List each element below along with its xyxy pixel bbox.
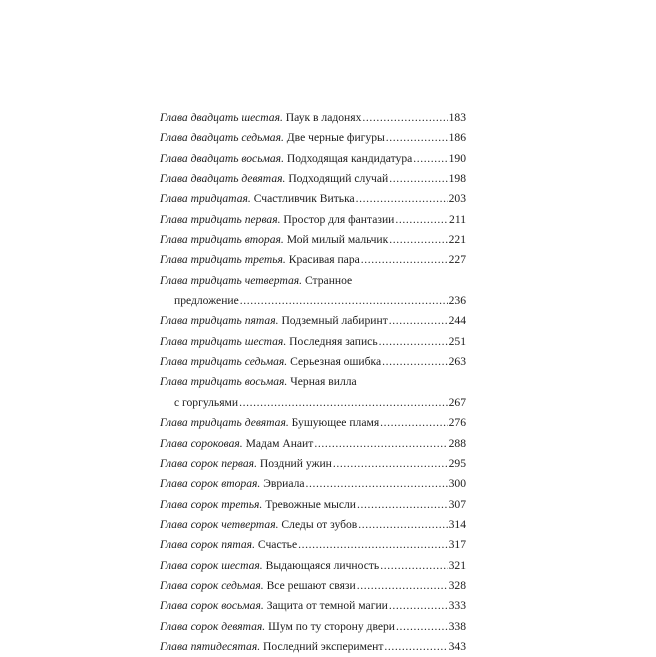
page-number: 236 <box>448 294 466 308</box>
chapter-title: Выдающаяся личность <box>265 558 380 572</box>
page-number: 227 <box>448 253 466 267</box>
chapter-title: Странное <box>304 273 353 287</box>
chapter-heading: Глава тридцать восьмая. <box>160 375 288 389</box>
page-number: 251 <box>448 334 466 348</box>
chapter-heading: Глава пятидесятая. <box>160 639 261 653</box>
chapter-heading: Глава двадцать восьмая. <box>160 151 284 165</box>
page-number: 333 <box>448 599 466 613</box>
dot-leader <box>306 474 448 494</box>
dot-leader <box>357 495 448 515</box>
toc-entry-continuation <box>160 393 466 413</box>
toc-entry <box>160 596 466 616</box>
chapter-heading: Глава тридцать первая. <box>160 212 281 226</box>
page-number: 190 <box>448 151 466 165</box>
page-number: 244 <box>448 314 466 328</box>
toc-entry <box>160 311 466 331</box>
toc-entry <box>160 230 466 250</box>
toc-entry <box>160 576 466 596</box>
page-number: 186 <box>448 131 466 145</box>
page-number: 343 <box>448 639 466 653</box>
dot-leader <box>358 515 447 535</box>
toc-entry <box>160 637 466 657</box>
dot-leader <box>389 169 447 189</box>
chapter-heading: Глава тридцать седьмая. <box>160 355 288 369</box>
chapter-title: Следы от зубов <box>281 517 358 531</box>
page-number: 314 <box>448 517 466 531</box>
chapter-title: Счастливчик Витька <box>253 192 355 206</box>
chapter-title: Бушующее пламя <box>291 416 380 430</box>
chapter-title: Эвриала <box>263 477 305 491</box>
dot-leader <box>379 332 448 352</box>
chapter-heading: Глава сороковая. <box>160 436 243 450</box>
page-number: 300 <box>448 477 466 491</box>
toc-entry <box>160 169 466 189</box>
toc-entry <box>160 149 466 169</box>
chapter-title: Последний эксперимент <box>263 639 384 653</box>
chapter-title: Паук в ладонях <box>285 111 362 124</box>
dot-leader <box>314 434 447 454</box>
dot-leader <box>333 454 448 474</box>
chapter-title-continuation: предложение <box>174 294 239 308</box>
chapter-title: Последняя запись <box>289 334 378 348</box>
toc-entry <box>160 474 466 494</box>
toc-entry-first-line <box>160 372 466 392</box>
chapter-heading: Глава тридцать вторая. <box>160 233 284 247</box>
dot-leader <box>240 291 448 311</box>
chapter-heading: Глава тридцатая. <box>160 192 251 206</box>
page-number: 263 <box>448 355 466 369</box>
dot-leader <box>389 230 447 250</box>
page-number: 183 <box>448 111 466 124</box>
chapter-title: Подходящий случай <box>288 172 389 186</box>
chapter-heading: Глава сорок шестая. <box>160 558 263 572</box>
chapter-title: Шум по ту сторону двери <box>268 619 396 633</box>
page-number: 203 <box>448 192 466 206</box>
dot-leader <box>386 128 448 148</box>
chapter-title: Тревожные мысли <box>265 497 356 511</box>
toc-entry <box>160 413 466 433</box>
toc-entry <box>160 108 466 128</box>
table-of-contents <box>160 108 466 657</box>
chapter-heading: Глава двадцать шестая. <box>160 111 283 124</box>
dot-leader <box>389 311 448 331</box>
chapter-heading: Глава сорок первая. <box>160 456 257 470</box>
chapter-heading: Глава двадцать девятая. <box>160 172 286 186</box>
dot-leader <box>382 352 448 372</box>
dot-leader <box>362 108 447 128</box>
toc-entry <box>160 210 466 230</box>
dot-leader <box>380 413 447 433</box>
chapter-title: Поздний ужин <box>259 456 332 470</box>
toc-entry <box>160 617 466 637</box>
chapter-title: Красивая пара <box>288 253 360 267</box>
chapter-title: Мой милый мальчик <box>286 233 389 247</box>
chapter-heading: Глава тридцать пятая. <box>160 314 279 328</box>
chapter-heading: Глава тридцать третья. <box>160 253 286 267</box>
chapter-title: Защита от темной магии <box>266 599 388 613</box>
page-number: 307 <box>448 497 466 511</box>
chapter-heading: Глава тридцать четвертая. <box>160 273 303 287</box>
page-number: 321 <box>448 558 466 572</box>
chapter-title-continuation: с горгульями <box>174 395 239 409</box>
page-number: 198 <box>448 172 466 186</box>
chapter-heading: Глава сорок девятая. <box>160 619 266 633</box>
page-number: 221 <box>448 233 466 247</box>
page-number: 211 <box>449 212 466 226</box>
toc-entry <box>160 332 466 352</box>
page-number: 267 <box>448 395 466 409</box>
page-number: 328 <box>448 578 466 592</box>
chapter-heading: Глава двадцать седьмая. <box>160 131 284 145</box>
chapter-title: Подземный лабиринт <box>281 314 388 328</box>
toc-entry <box>160 515 466 535</box>
toc-entry <box>160 535 466 555</box>
chapter-heading: Глава сорок третья. <box>160 497 263 511</box>
dot-leader <box>396 617 448 637</box>
page-number: 317 <box>448 538 466 552</box>
chapter-title: Серьезная ошибка <box>290 355 382 369</box>
chapter-heading: Глава сорок восьмая. <box>160 599 264 613</box>
chapter-title: Простор для фантазии <box>283 212 395 226</box>
page-number: 288 <box>448 436 466 450</box>
toc-entry-first-line <box>160 271 466 291</box>
dot-leader <box>395 210 448 230</box>
toc-entry <box>160 454 466 474</box>
chapter-title: Счастье <box>257 538 298 552</box>
dot-leader <box>384 637 447 657</box>
chapter-heading: Глава сорок вторая. <box>160 477 261 491</box>
toc-entry <box>160 434 466 454</box>
chapter-heading: Глава сорок четвертая. <box>160 517 279 531</box>
page-number: 276 <box>448 416 466 430</box>
chapter-title: Две черные фигуры <box>286 131 385 145</box>
dot-leader <box>356 189 448 209</box>
chapter-heading: Глава сорок седьмая. <box>160 578 264 592</box>
dot-leader <box>389 596 448 616</box>
page-number: 295 <box>448 456 466 470</box>
chapter-heading: Глава тридцать девятая. <box>160 416 289 430</box>
chapter-title: Подходящая кандидатура <box>286 151 413 165</box>
chapter-heading: Глава сорок пятая. <box>160 538 255 552</box>
chapter-heading: Глава тридцать шестая. <box>160 334 287 348</box>
toc-entry <box>160 250 466 270</box>
toc-entry <box>160 128 466 148</box>
dot-leader <box>298 535 448 555</box>
dot-leader <box>413 149 447 169</box>
chapter-title: Черная вилла <box>290 375 357 389</box>
page-number: 338 <box>448 619 466 633</box>
toc-entry <box>160 352 466 372</box>
toc-entry <box>160 556 466 576</box>
dot-leader <box>361 250 448 270</box>
dot-leader <box>239 393 448 413</box>
chapter-title: Все решают связи <box>266 578 356 592</box>
chapter-title: Мадам Анаит <box>245 436 314 450</box>
toc-entry-continuation <box>160 291 466 311</box>
dot-leader <box>357 576 448 596</box>
toc-entry <box>160 189 466 209</box>
dot-leader <box>380 556 447 576</box>
toc-entry <box>160 495 466 515</box>
